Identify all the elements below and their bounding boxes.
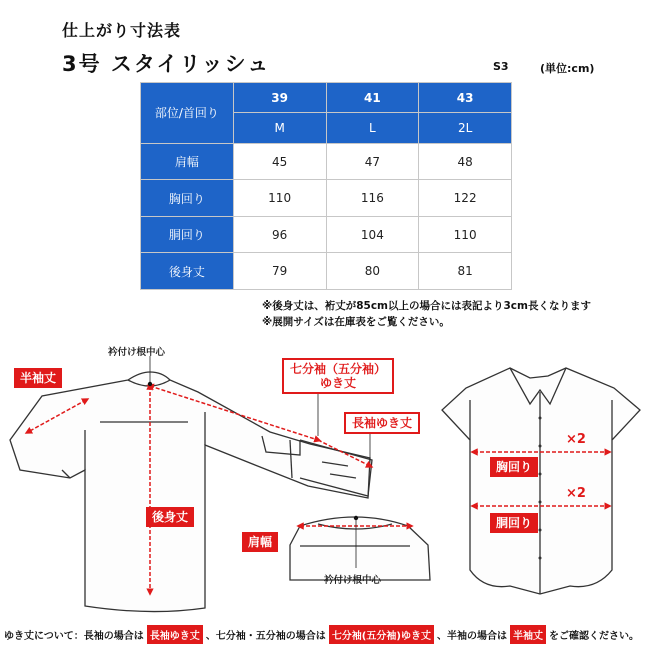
table-row [141, 216, 512, 253]
footer-chip-long-sleeve: 長袖ゆき丈 [147, 625, 203, 644]
footer-suffix: をご確認ください。 [548, 631, 639, 642]
row-label: 胸回り [141, 180, 234, 217]
page-heading: 仕上がり寸法表 [62, 21, 182, 40]
size-table [140, 82, 512, 290]
note-back-length: ※後身丈は、裄丈が85cm以上の場合には表記より3cm長くなります [262, 300, 591, 312]
table-cell: 81 [419, 253, 512, 290]
table-row [141, 143, 512, 180]
shoulder-tag: 肩幅 [242, 532, 278, 552]
table-cell: 48 [419, 143, 512, 180]
unit-note: (単位:cm) [540, 62, 595, 75]
table-cell: 110 [233, 180, 326, 217]
size-header: 39 [233, 83, 326, 113]
table-cell: 47 [326, 143, 419, 180]
three-quarter-sleeve-tag [282, 358, 394, 394]
three-quarter-line2: ゆき丈 [320, 376, 357, 390]
size-header: 41 [326, 83, 419, 113]
shirt-front-illustration [442, 368, 640, 594]
long-sleeve-tag: 長袖ゆき丈 [344, 412, 420, 434]
table-row [141, 180, 512, 217]
size-letter: M [233, 113, 326, 143]
collar-center-label: 衿付け根中心 [108, 347, 166, 358]
row-label: 肩幅 [141, 143, 234, 180]
product-title: 3号 スタイリッシュ [62, 52, 271, 76]
table-row [141, 253, 512, 290]
table-cell: 122 [419, 180, 512, 217]
table-cell: 45 [233, 143, 326, 180]
table-cell: 80 [326, 253, 419, 290]
three-quarter-line1: 七分袖（五分袖） [290, 362, 387, 376]
footer-mid2: 、半袖の場合は [436, 631, 507, 642]
collar-center-label-bottom: 衿付け根中心 [324, 575, 382, 586]
footer-note [4, 625, 639, 644]
times-two-chest: ×2 [566, 432, 586, 447]
footer-prefix: ゆき丈について：長袖の場合は [4, 631, 144, 642]
table-cell: 79 [233, 253, 326, 290]
waist-tag: 胴回り [490, 513, 538, 533]
times-two-waist: ×2 [566, 486, 586, 501]
table-cell: 116 [326, 180, 419, 217]
row-label: 胴回り [141, 216, 234, 253]
size-header: 43 [419, 83, 512, 113]
corner-label: 部位/首回り [141, 83, 234, 144]
size-letter: L [326, 113, 419, 143]
size-letter: 2L [419, 113, 512, 143]
back-length-tag: 後身丈 [146, 507, 194, 527]
table-cell: 104 [326, 216, 419, 253]
chest-tag: 胸回り [490, 457, 538, 477]
footer-mid1: 、七分袖・五分袖の場合は [205, 631, 326, 642]
row-label: 後身丈 [141, 253, 234, 290]
half-sleeve-tag: 半袖丈 [14, 368, 62, 388]
table-cell: 110 [419, 216, 512, 253]
footer-chip-three-quarter: 七分袖(五分袖)ゆき丈 [329, 625, 434, 644]
note-sizes: ※展開サイズは在庫表をご覧ください。 [262, 316, 450, 328]
footer-chip-half-sleeve: 半袖丈 [510, 625, 546, 644]
model-code: S3 [493, 60, 509, 73]
table-cell: 96 [233, 216, 326, 253]
